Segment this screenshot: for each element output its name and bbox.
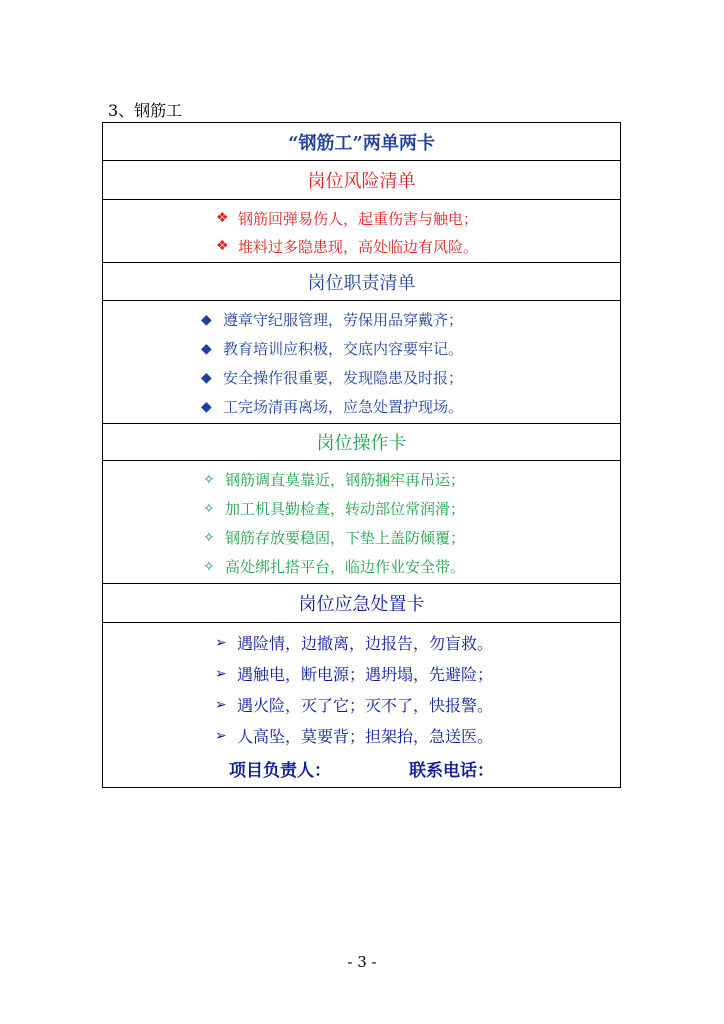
list-item [215, 627, 620, 658]
list-item-text: 安全操作很重要，发现隐患及时报； [223, 369, 464, 387]
list-item [203, 465, 620, 494]
solid-diamond-bullet-icon: ◆ [201, 398, 212, 415]
operation-card-heading: 岗位操作卡 [103, 424, 620, 461]
page-number: - 3 - [347, 953, 377, 971]
diamond-bullet-icon: ❖ [216, 238, 229, 254]
list-item [215, 720, 620, 751]
star-bullet-icon: ✧ [203, 529, 215, 546]
list-item-text: 遇险情，边撤离，边报告，勿盲救。 [237, 634, 494, 653]
list-item [216, 204, 620, 232]
signature-row [103, 753, 620, 787]
list-item-text: 堆料过多隐患现，高处临边有风险。 [238, 237, 479, 256]
list-item-text: 钢筋调直莫靠近，钢筋捆牢再吊运； [225, 471, 466, 489]
list-item-text: 遇火险，灭了它；灭不了，快报警。 [237, 696, 494, 715]
list-item-text: 遇触电，断电源；遇坍塌，先避险； [237, 665, 494, 684]
list-item [201, 392, 620, 421]
emergency-card-heading: 岗位应急处置卡 [103, 584, 620, 623]
list-item [216, 232, 620, 260]
list-item-text: 遵章守纪服管理，劳保用品穿戴齐； [223, 311, 464, 329]
project-manager-label: 项目负责人： [229, 760, 331, 781]
risk-list [103, 200, 620, 263]
list-item [201, 363, 620, 392]
diamond-bullet-icon: ❖ [216, 210, 229, 226]
risk-list-heading: 岗位风险清单 [103, 161, 620, 200]
duty-list [103, 301, 620, 424]
list-item-text: 高处绑扎搭平台，临边作业安全带。 [225, 558, 466, 576]
operation-list [103, 461, 620, 584]
list-item-text: 钢筋存放要稳固，下垫上盖防倾覆； [225, 529, 466, 547]
solid-diamond-bullet-icon: ◆ [201, 311, 212, 328]
list-item-text: 钢筋回弹易伤人，起重伤害与触电； [238, 209, 479, 228]
list-item [215, 658, 620, 689]
star-bullet-icon: ✧ [203, 558, 215, 575]
list-item [215, 689, 620, 720]
arrow-bullet-icon: ➢ [215, 696, 227, 713]
two-lists-two-cards-table [102, 122, 621, 788]
emergency-list [103, 623, 620, 753]
section-heading: 3、钢筋工 [108, 101, 183, 120]
contact-phone-label: 联系电话： [409, 760, 494, 781]
solid-diamond-bullet-icon: ◆ [201, 340, 212, 357]
list-item [201, 305, 620, 334]
list-item-text: 人高坠，莫要背；担架抬，急送医。 [237, 727, 494, 746]
list-item [203, 494, 620, 523]
star-bullet-icon: ✧ [203, 471, 215, 488]
arrow-bullet-icon: ➢ [215, 665, 227, 682]
star-bullet-icon: ✧ [203, 500, 215, 517]
list-item-text: 工完场清再离场，应急处置护现场。 [223, 398, 464, 416]
list-item [203, 523, 620, 552]
card-title: “钢筋工”两单两卡 [103, 123, 620, 161]
duty-list-heading: 岗位职责清单 [103, 263, 620, 301]
list-item [203, 552, 620, 581]
list-item-text: 教育培训应积极，交底内容要牢记。 [223, 340, 464, 358]
list-item [201, 334, 620, 363]
list-item-text: 加工机具勤检查，转动部位常润滑； [225, 500, 466, 518]
arrow-bullet-icon: ➢ [215, 634, 227, 651]
solid-diamond-bullet-icon: ◆ [201, 369, 212, 386]
arrow-bullet-icon: ➢ [215, 727, 227, 744]
